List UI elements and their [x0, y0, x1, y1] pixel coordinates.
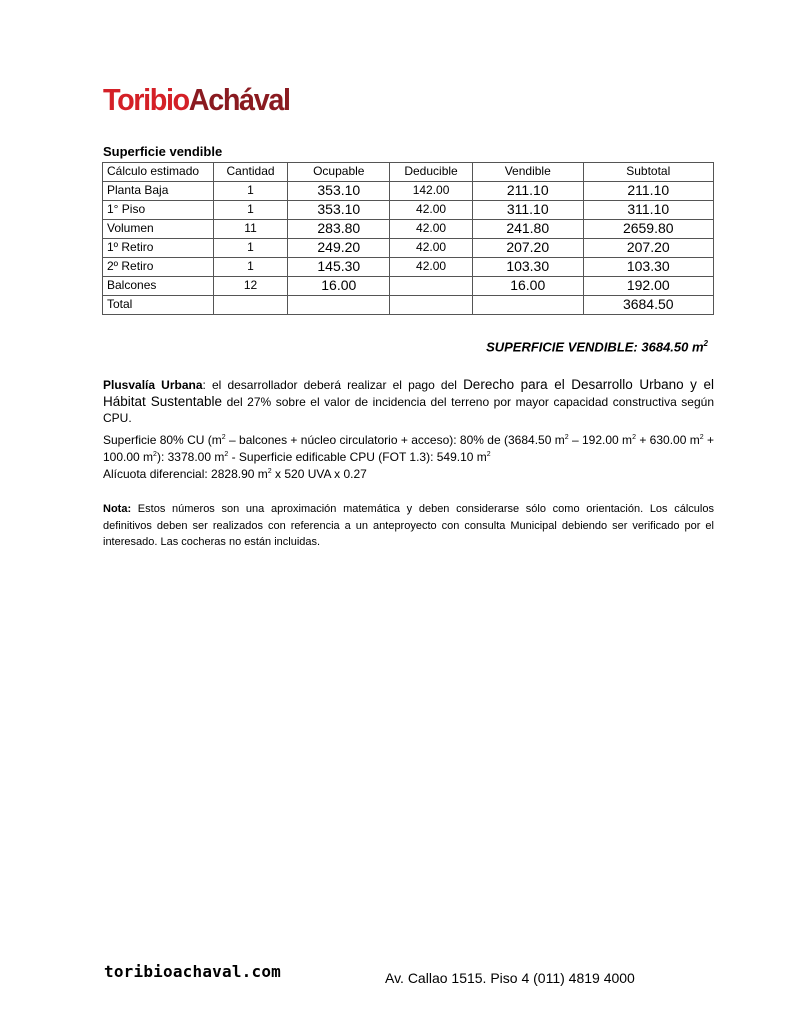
line2-b: x 520 UVA x 0.27 — [271, 467, 367, 481]
cell-vendible: 211.10 — [472, 182, 583, 201]
sup: 2 — [699, 434, 704, 441]
cell-subtotal: 192.00 — [583, 277, 713, 296]
table-row-total — [103, 296, 714, 315]
cell-deducible — [390, 277, 473, 296]
cell-name: Balcones — [103, 277, 214, 296]
cell-vendible — [472, 296, 583, 315]
surface-table — [102, 162, 714, 315]
cell-deducible: 42.00 — [390, 239, 473, 258]
total-sup: 2 — [703, 339, 708, 348]
cell-cantidad — [213, 296, 288, 315]
line1-g: - Superficie edificable CPU (FOT 1.3): 549.10 m — [228, 449, 487, 464]
cell-name: Volumen — [103, 220, 214, 239]
table-row — [103, 239, 714, 258]
line1-b: – balcones + núcleo circulatorio + acceso): 80% de (3684.50 m — [225, 433, 565, 447]
line1-f: ): 3378.00 m — [156, 449, 225, 464]
cell-deducible: 42.00 — [390, 201, 473, 220]
sup: 2 — [486, 450, 491, 458]
cell-vendible: 241.80 — [472, 220, 583, 239]
cell-ocupable — [288, 296, 390, 315]
total-label: SUPERFICIE VENDIBLE: 3684.50 m — [486, 339, 704, 355]
cell-ocupable: 249.20 — [288, 239, 390, 258]
cell-vendible: 207.20 — [472, 239, 583, 258]
table-row — [103, 201, 714, 220]
sup: 2 — [221, 434, 226, 441]
cell-deducible: 42.00 — [390, 258, 473, 277]
cell-vendible: 311.10 — [472, 201, 583, 220]
cell-name: 1º Retiro — [103, 239, 214, 258]
cell-subtotal: 2659.80 — [583, 220, 713, 239]
cell-subtotal: 3684.50 — [583, 296, 713, 315]
header-ocupable: Ocupable — [288, 163, 390, 182]
cell-vendible: 16.00 — [472, 277, 583, 296]
nota-text: Estos números son una aproximación matemática y deben considerarse sólo como orientación. Los cálculos definitivos deben ser realizados con referencia a un anteproyecto con consulta Municipal debiendo ser verificado por el interesado. Las cocheras no están incluidas. — [103, 503, 714, 548]
cell-cantidad: 1 — [213, 182, 288, 201]
superficie-vendible-total — [486, 339, 708, 354]
table-row — [103, 220, 714, 239]
line1-a: Superficie 80% CU (m — [103, 433, 222, 447]
footer-website: toribioachaval.com — [104, 962, 281, 981]
cell-cantidad: 12 — [213, 277, 288, 296]
line1-c: – 192.00 m — [568, 433, 633, 447]
cell-subtotal: 311.10 — [583, 201, 713, 220]
header-deducible: Deducible — [390, 163, 473, 182]
cell-deducible: 142.00 — [390, 182, 473, 201]
cell-cantidad: 11 — [213, 220, 288, 239]
line2-a: Alícuota diferencial: 2828.90 m — [103, 467, 268, 481]
cell-subtotal: 207.20 — [583, 239, 713, 258]
sup: 2 — [564, 434, 569, 441]
plusvalia-title: Plusvalía Urbana — [103, 378, 203, 392]
table-row — [103, 258, 714, 277]
header-subtotal: Subtotal — [583, 163, 713, 182]
cell-deducible: 42.00 — [390, 220, 473, 239]
plusvalia-text-b: Derecho para el Desarrollo Urbano y el Hábitat Sustentable — [103, 377, 714, 409]
cell-name: Total — [103, 296, 214, 315]
table-header-row — [103, 163, 714, 182]
cell-cantidad: 1 — [213, 258, 288, 277]
cell-cantidad: 1 — [213, 201, 288, 220]
cell-subtotal: 103.30 — [583, 258, 713, 277]
plusvalia-text-c: del 27% sobre el valor de incidencia del terreno por mayor capacidad constructiva según CPU. — [103, 394, 714, 425]
line1-d: + 630.00 m — [635, 433, 700, 447]
cell-deducible — [390, 296, 473, 315]
superficie-80-line — [103, 432, 714, 465]
cell-vendible: 103.30 — [472, 258, 583, 277]
alicuota-line — [103, 467, 367, 481]
cell-cantidad: 1 — [213, 239, 288, 258]
footer-address: Av. Callao 1515. Piso 4 (011) 4819 4000 — [385, 970, 635, 986]
sup: 2 — [224, 450, 229, 458]
table-row — [103, 182, 714, 201]
cell-name: Planta Baja — [103, 182, 214, 201]
header-calculo: Cálculo estimado — [103, 163, 214, 182]
section-title: Superficie vendible — [103, 144, 223, 159]
plusvalia-paragraph — [103, 377, 714, 427]
cell-ocupable: 353.10 — [288, 182, 390, 201]
plusvalia-text-a: : el desarrollador deberá realizar el pago del — [202, 378, 464, 392]
logo-part-1: Toribio — [103, 82, 189, 117]
logo-part-2: Achával — [188, 82, 290, 117]
cell-ocupable: 283.80 — [288, 220, 390, 239]
cell-ocupable: 145.30 — [288, 258, 390, 277]
cell-name: 1° Piso — [103, 201, 214, 220]
sup: 2 — [632, 434, 636, 441]
cell-name: 2º Retiro — [103, 258, 214, 277]
header-cantidad: Cantidad — [213, 163, 288, 182]
cell-ocupable: 353.10 — [288, 201, 390, 220]
header-vendible: Vendible — [472, 163, 583, 182]
cell-ocupable: 16.00 — [288, 277, 390, 296]
table-row — [103, 277, 714, 296]
nota-paragraph — [103, 501, 714, 551]
line1-e: + 100.00 m — [103, 433, 714, 464]
sup: 2 — [267, 468, 272, 475]
company-logo — [103, 84, 290, 115]
nota-label: Nota: — [103, 503, 132, 515]
cell-subtotal: 211.10 — [583, 182, 713, 201]
sup: 2 — [153, 450, 157, 458]
